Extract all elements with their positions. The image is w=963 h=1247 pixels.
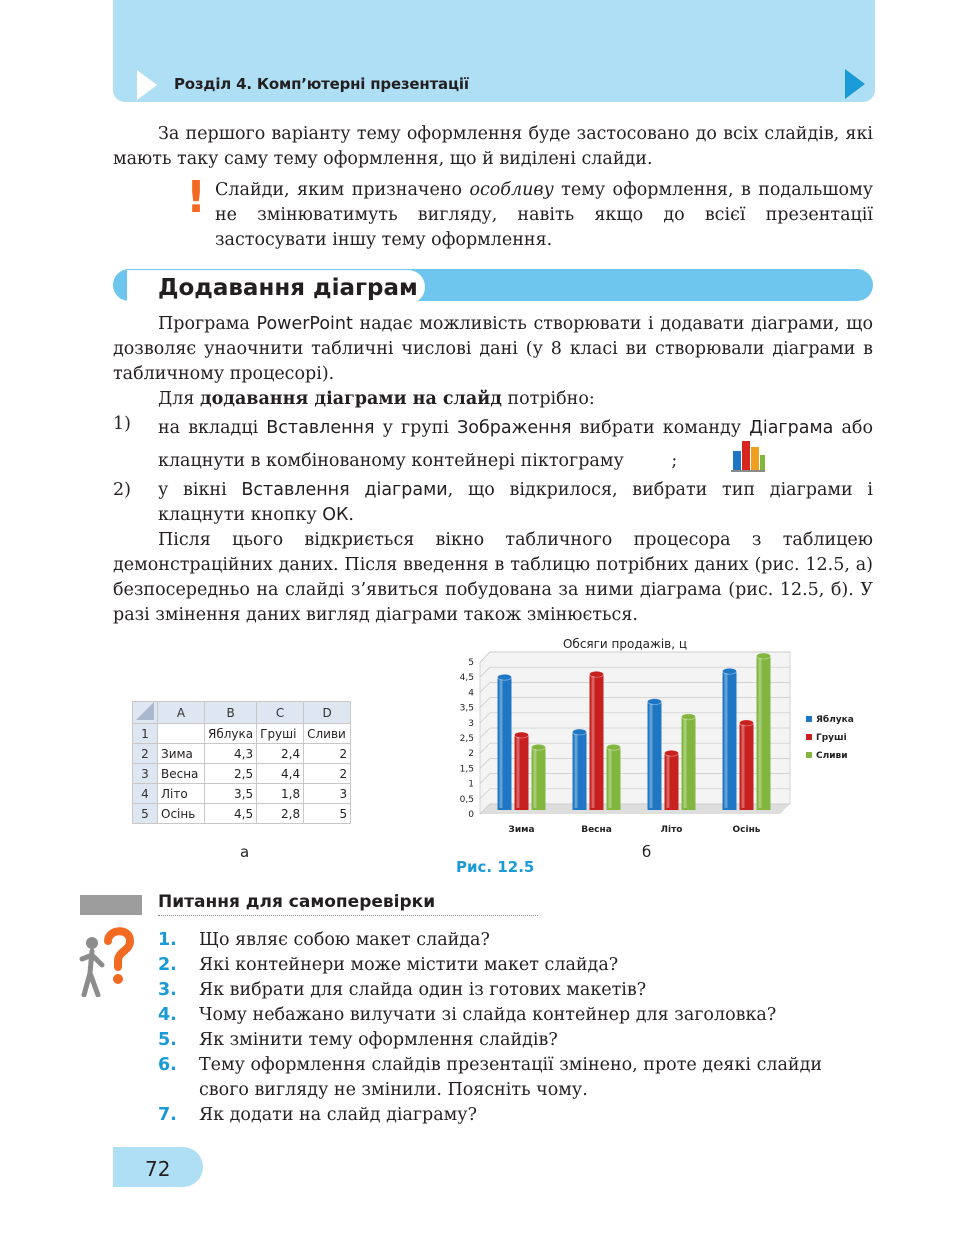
questions-heading-bar [80,895,142,915]
chart-bar-highlight [575,734,578,808]
chart-y-tick-label: 2,5 [459,734,474,744]
sheet-cell: Сливи [304,724,351,744]
sheet-row-header: 3 [133,764,158,784]
step2-a: у вікні [158,480,242,500]
sheet-cell: 2,5 [205,764,257,784]
chart-legend-swatch [806,752,812,758]
sheet-col-header: C [257,702,304,724]
sheet-cell: 3,5 [205,784,257,804]
header-arrow-right-icon [845,69,865,99]
section-title: Додавання діаграм [158,275,418,301]
sheet-cell: 3 [304,784,351,804]
question-number: 5. [158,1030,177,1050]
step1-e: вибрати команду [571,418,750,438]
figure-label-a: а [240,843,250,861]
step2-d: ОК [322,505,349,525]
chart-x-tick-label: Весна [581,825,612,835]
questions-list [158,928,873,1128]
question-number: 1. [158,930,177,950]
chart-y-tick-label: 5 [468,658,474,668]
intro-paragraph: За першого варіанту тему оформлення буде застосовано до всіх слайдів, які мають таку саму тему оформлення, що й виділені слайди. [113,124,873,169]
step1-f: Діаграма [749,418,834,438]
sheet-col-header: A [158,702,205,724]
step2-b: Вставлення діаграми [241,480,448,500]
chart-legend-label: Сливи [816,751,848,761]
step-1-number: 1) [113,414,131,434]
questions-title-underline [158,915,538,916]
sheet-row [133,744,351,764]
chart-x-tick-label: Осінь [732,825,761,835]
question-number: 4. [158,1005,177,1025]
sheet-row-header: 1 [133,724,158,744]
chart-legend-swatch [806,734,812,740]
question-number: 3. [158,980,177,1000]
note-text-b: тему оформлення, в подальшому не змінюватимуть вигляду, навіть якщо до всієї презентації застосувати іншу тему оформлення. [215,180,873,250]
step1-h: ; [671,451,678,471]
step1-a: на вкладці [158,418,267,438]
question-number: 6. [158,1055,177,1075]
sheet-cell: 5 [304,804,351,824]
step1-d: Зображення [457,418,572,438]
sheet-cell: 2 [304,764,351,784]
questions-title: Питання для самоперевірки [158,892,436,912]
header-arrow-left-icon [137,70,157,100]
chart-x-tick-label: Зима [508,825,535,835]
p2-text-bold: додавання діаграми на слайд [199,389,502,409]
question-item [158,1003,873,1028]
question-text: Як змінити тему оформлення слайдів? [199,1030,558,1050]
sheet-col-header: B [205,702,257,724]
question-text: Що являє собою макет слайда? [199,930,490,950]
sheet-col-header: D [304,702,351,724]
question-text: Як вибрати для слайда один із готових макетів? [199,980,647,1000]
step2-c: , що відкрилося, вибрати тип діаграми і клацнути кнопку [158,480,873,525]
question-item [158,1053,873,1103]
sheet-row [133,724,351,744]
chart-y-tick-label: 3 [468,718,474,729]
p2-text-a: Для [158,389,200,409]
chart-bar-highlight [534,749,537,808]
chart-y-tick-label: 0,5 [459,794,474,805]
p2-text-c: потрібно: [501,389,595,409]
chart-legend-swatch [806,716,812,722]
p1-text-a: Програма [158,314,257,334]
question-item [158,978,873,1003]
question-text: Які контейнери може містити макет слайда? [199,955,619,975]
chart-y-tick-label: 1,5 [459,764,474,775]
spreadsheet-table [132,701,351,824]
chart-y-tick-label: 3,5 [459,703,474,714]
chart-y-tick-label: 4 [468,688,474,699]
p1-app-name: PowerPoint [256,314,353,334]
sheet-row [133,804,351,824]
chart-bar-highlight [500,679,503,808]
chart-bar-highlight [667,755,670,808]
sheet-cell: 4,5 [205,804,257,824]
chart-bar-highlight [759,658,762,808]
sheet-cell: 1,8 [257,784,304,804]
figure-label-b: б [642,843,652,861]
chart-bar-highlight [592,676,595,808]
chart-y-tick-label: 4,5 [459,673,474,684]
chart-bar-highlight [725,673,728,808]
chart-y-tick-label: 2 [468,749,474,760]
sheet-cell: Яблука [205,724,257,744]
step-2-number: 2) [113,480,131,500]
chart-y-tick-label: 1 [468,779,474,790]
sheet-cell [158,724,205,744]
figure-caption: Рис. 12.5 [456,858,535,876]
insert-chart-icon [729,437,767,473]
sheet-cell: Зима [158,744,205,764]
note-text-a: Слайди, яким призначено [215,180,470,200]
sheet-cell: 4,4 [257,764,304,784]
question-item [158,928,873,953]
chart-title: Обсяги продажів, ц [562,637,688,651]
p1-text-c: надає можливість створювати і додавати діаграми, що дозволяє унаочнити табличні числові дані (у 8 класі ви створювали діаграми в табличному процесорі). [113,314,873,384]
chart-bar-highlight [517,737,520,808]
chart-legend-label: Яблука [816,715,854,725]
question-number: 2. [158,955,177,975]
chart-bar-highlight [650,704,653,808]
page-number: 72 [145,1157,171,1181]
sheet-cell: 4,3 [205,744,257,764]
question-number: 7. [158,1105,177,1125]
sheet-cell: Весна [158,764,205,784]
question-mark-person-icon [78,925,134,997]
section-paragraph-1 [113,312,873,387]
sheet-row [133,784,351,804]
bar-chart [440,632,860,842]
sheet-row-header: 4 [133,784,158,804]
question-text: Як додати на слайд діаграму? [199,1105,477,1125]
chart-bar-highlight [684,719,687,808]
sheet-cell: Осінь [158,804,205,824]
sheet-row-header: 2 [133,744,158,764]
step1-b: Вставлення [266,418,375,438]
chart-y-tick-label: 0 [468,810,474,820]
question-item [158,1028,873,1053]
step2-e: . [348,505,354,525]
chart-bar-highlight [609,749,612,808]
sheet-header-row [133,702,351,724]
sheet-row [133,764,351,784]
section-paragraph-3: Після цього відкриється вікно табличного процесора з таблицею демонстраційних даних. Після введення в таблицю потрібних даних (рис. 12.5, а) безпосередньо на слайді з’явиться побудована за ними діаграма (рис. 12.5, б). У разі змінення даних вигляд діаграми також змінюється. [113,530,873,625]
question-item [158,953,873,978]
chart-x-tick-label: Літо [660,825,683,835]
sheet-row-header: 5 [133,804,158,824]
chart-bar-highlight [742,725,745,808]
sheet-cell: 2,8 [257,804,304,824]
sheet-cell: Літо [158,784,205,804]
exclamation-icon: ! [186,172,207,223]
question-text: Чому небажано вилучати зі слайда контейнер для заголовка? [199,1005,777,1025]
question-text: Тему оформлення слайдів презентації змінено, проте деякі слайди свого вигляду не змінили. Поясніть чому. [199,1055,823,1100]
step-2-text [158,478,873,528]
note-paragraph [215,178,873,253]
sheet-cell: 2 [304,744,351,764]
chart-legend-label: Груші [816,733,847,743]
step1-g: або клацнути в комбінованому контейнері піктограму [158,418,873,471]
chapter-title: Розділ 4. Комп’ютерні презентації [174,75,469,93]
question-item [158,1103,873,1128]
sheet-corner-cell [133,702,158,724]
section-paragraph-2 [158,387,873,412]
sheet-cell: 2,4 [257,744,304,764]
sheet-cell: Груші [257,724,304,744]
step1-c: у групі [374,418,458,438]
note-text-emphasis: особливу [469,180,554,200]
